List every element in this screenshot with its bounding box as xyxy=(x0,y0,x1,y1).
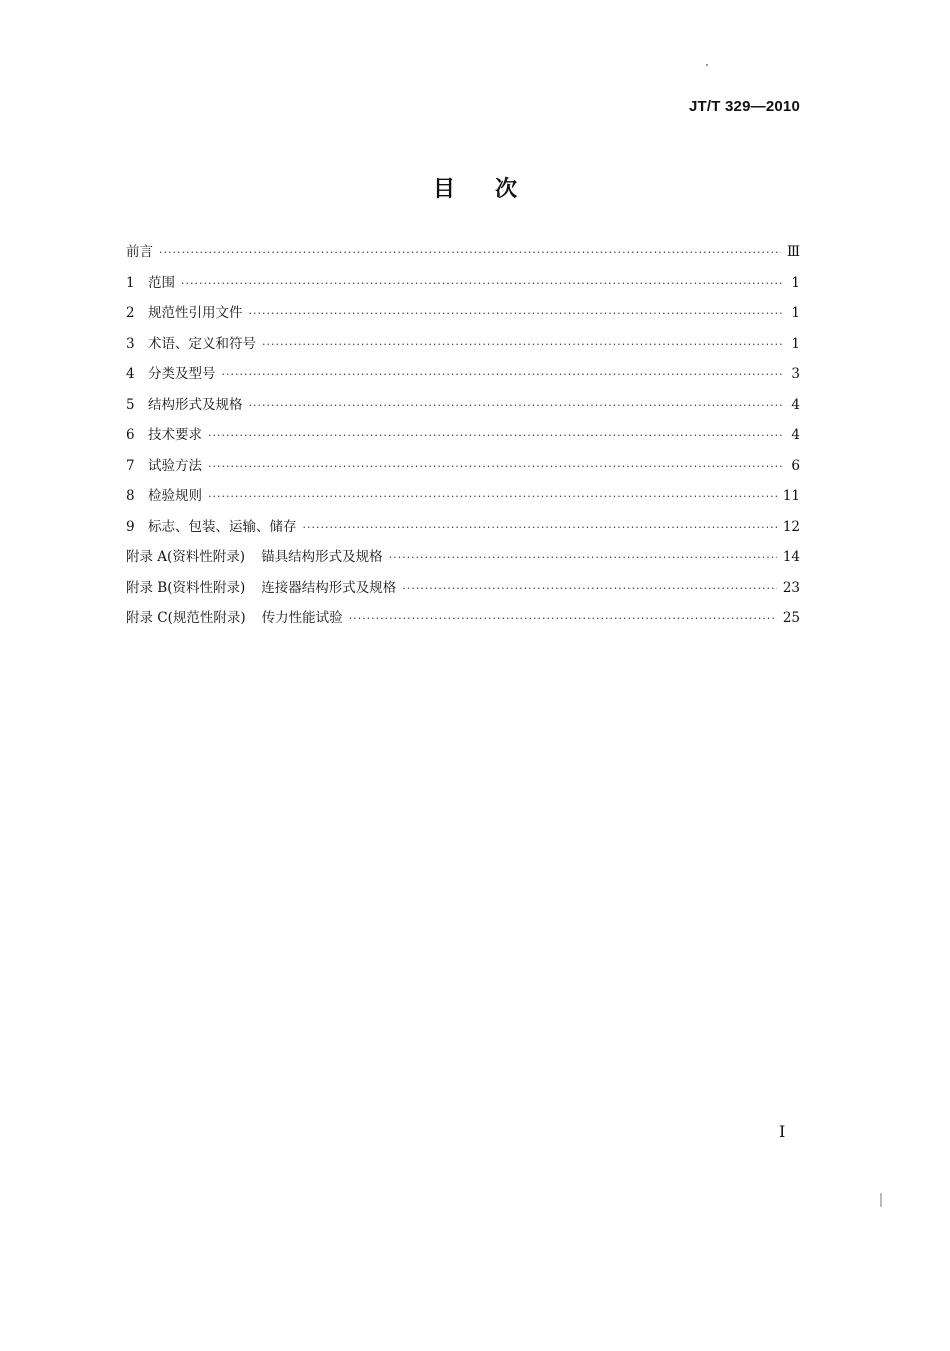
toc-entry-page: 3 xyxy=(791,366,800,382)
toc-entry-title: 检验规则 xyxy=(148,488,202,504)
toc-entry-page: 6 xyxy=(791,457,800,474)
dot-leader xyxy=(181,277,782,290)
standard-code: JT/T 329—2010 xyxy=(689,98,800,115)
toc-entry-page: 4 xyxy=(791,396,800,413)
scan-speck xyxy=(706,64,708,66)
page-title: 目次 xyxy=(432,177,557,202)
toc-entry[interactable] xyxy=(126,545,800,576)
toc-entry[interactable] xyxy=(126,576,800,607)
toc-entry-page: 14 xyxy=(782,549,800,565)
dot-leader xyxy=(159,246,781,259)
toc-entry-number: 8 xyxy=(126,488,135,504)
toc-entry-number: 1 xyxy=(126,274,135,291)
toc-entry-title: 结构形式及规格 xyxy=(148,396,243,413)
toc-entry-title: 规范性引用文件 xyxy=(148,305,243,321)
toc-entry-title: 分类及型号 xyxy=(148,366,216,382)
dot-leader xyxy=(208,429,782,442)
toc-entry[interactable] xyxy=(126,301,800,332)
toc-entry-page: Ⅲ xyxy=(786,244,800,260)
dot-leader xyxy=(402,582,777,595)
toc-entry-title: 术语、定义和符号 xyxy=(148,335,256,352)
toc-entry-annex-label: 附录 B(资料性附录) xyxy=(126,579,246,596)
toc-entry-page: 1 xyxy=(791,274,800,291)
toc-entry[interactable] xyxy=(126,515,800,546)
toc-entry[interactable] xyxy=(126,240,800,271)
toc-entry-page: 1 xyxy=(791,305,800,321)
scan-speck xyxy=(880,1193,882,1207)
toc-entry-title: 锚具结构形式及规格 xyxy=(261,549,383,565)
toc-entry-page: 11 xyxy=(782,488,800,504)
toc-entry-title: 范围 xyxy=(148,274,175,291)
toc-entry-number: 3 xyxy=(126,335,135,352)
toc-entry-annex-label: 附录 A(资料性附录) xyxy=(126,549,246,565)
dot-leader xyxy=(249,307,783,320)
dot-leader xyxy=(208,490,777,503)
toc-entry[interactable] xyxy=(126,332,800,363)
table-of-contents xyxy=(126,240,800,637)
toc-entry[interactable] xyxy=(126,362,800,393)
toc-entry-number: 5 xyxy=(126,396,135,413)
dot-leader xyxy=(249,399,783,412)
dot-leader xyxy=(222,368,783,381)
toc-entry-number: 6 xyxy=(126,427,135,443)
dot-leader xyxy=(262,338,782,351)
toc-entry[interactable] xyxy=(126,393,800,424)
toc-entry-page: 25 xyxy=(782,610,800,626)
dot-leader xyxy=(349,612,777,625)
page-number: I xyxy=(779,1122,786,1141)
toc-entry[interactable] xyxy=(126,606,800,637)
dot-leader xyxy=(303,521,777,534)
toc-entry-page: 1 xyxy=(791,335,800,352)
toc-entry-title: 试验方法 xyxy=(148,457,202,474)
dot-leader xyxy=(208,460,782,473)
toc-entry-title: 标志、包装、运输、储存 xyxy=(148,518,297,535)
toc-entry[interactable] xyxy=(126,484,800,515)
toc-entry-number: 9 xyxy=(126,518,135,535)
toc-entry-page: 23 xyxy=(782,579,800,596)
toc-entry-number: 2 xyxy=(126,305,135,321)
toc-entry[interactable] xyxy=(126,423,800,454)
toc-entry-annex-label: 附录 C(规范性附录) xyxy=(126,610,246,626)
toc-entry[interactable] xyxy=(126,454,800,485)
toc-entry-title: 前言 xyxy=(126,244,153,260)
toc-entry-number: 7 xyxy=(126,457,135,474)
toc-entry-title: 传力性能试验 xyxy=(261,610,343,626)
toc-entry-number: 4 xyxy=(126,366,135,382)
dot-leader xyxy=(389,551,777,564)
toc-entry-title: 连接器结构形式及规格 xyxy=(261,579,397,596)
toc-entry-page: 4 xyxy=(791,427,800,443)
toc-entry[interactable] xyxy=(126,271,800,302)
toc-entry-title: 技术要求 xyxy=(148,427,202,443)
toc-entry-page: 12 xyxy=(782,518,800,535)
